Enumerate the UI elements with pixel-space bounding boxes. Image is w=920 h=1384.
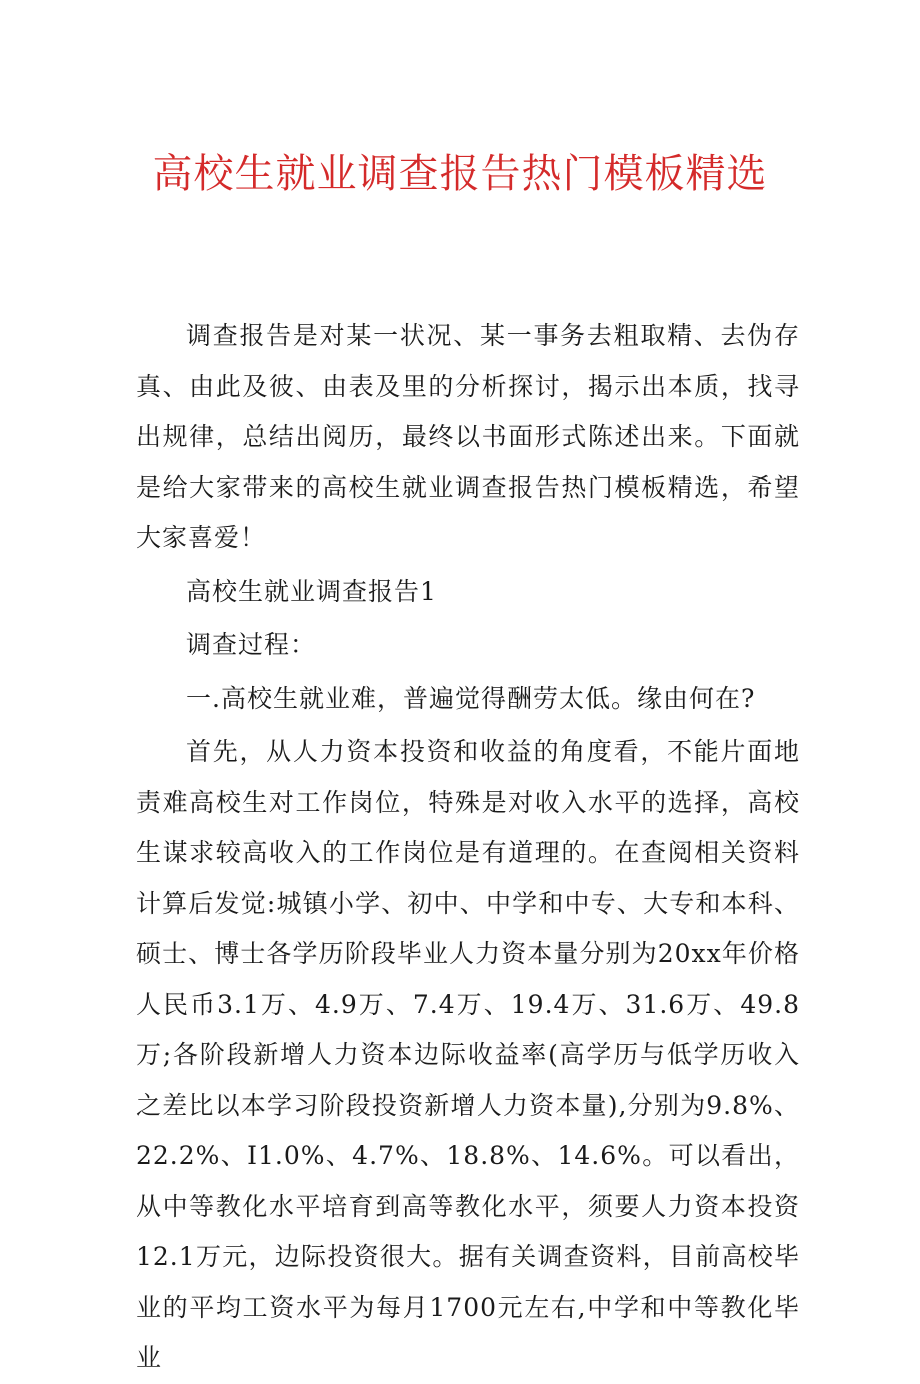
- document-title: 高校生就业调查报告热门模板精选: [152, 151, 768, 197]
- intro-paragraph: 调查报告是对某一状况、某一事务去粗取精、去伪存真、由此及彼、由表及里的分析探讨，揭示出本质，找寻出规律，总结出阅历，最终以书面形式陈述出来。下面就是给大家带来的高校生就业调查报告热门模板精选，希望大家喜爱！: [136, 321, 800, 552]
- question-heading: 一.高校生就业难，普遍觉得酬劳太低。缘由何在?: [186, 683, 756, 713]
- process-heading: 调查过程：: [186, 630, 317, 659]
- report-heading: 高校生就业调查报告1: [186, 576, 437, 606]
- analysis-paragraph: 首先，从人力资本投资和收益的角度看，不能片面地责难高校生对工作岗位，特殊是对收入水平的选择，高校生谋求较高收入的工作岗位是有道理的。在查阅相关资料计算后发觉:城镇小学、初中、中学和中专、大专和本科、硕士、博士各学历阶段毕业人力资本量分别为20xx年价格人民币3.1万、4.9万、7.4万、19.4万、31.6万、49.8万;各阶段新增人力资本边际收益率(高学历与低学历收入之差比以本学习阶段投资新增人力资本量),分别为9.8%、22.2%、I1.0%、4.7%、18.8%、14.6%。可以看出，从中等教化水平培育到高等教化水平，须要人力资本投资12.1万元，边际投资很大。据有关调查资料，目前高校毕业的平均工资水平为每月1700元左右,中学和中等教化毕业: [136, 737, 800, 1372]
- document-body: [136, 311, 800, 1384]
